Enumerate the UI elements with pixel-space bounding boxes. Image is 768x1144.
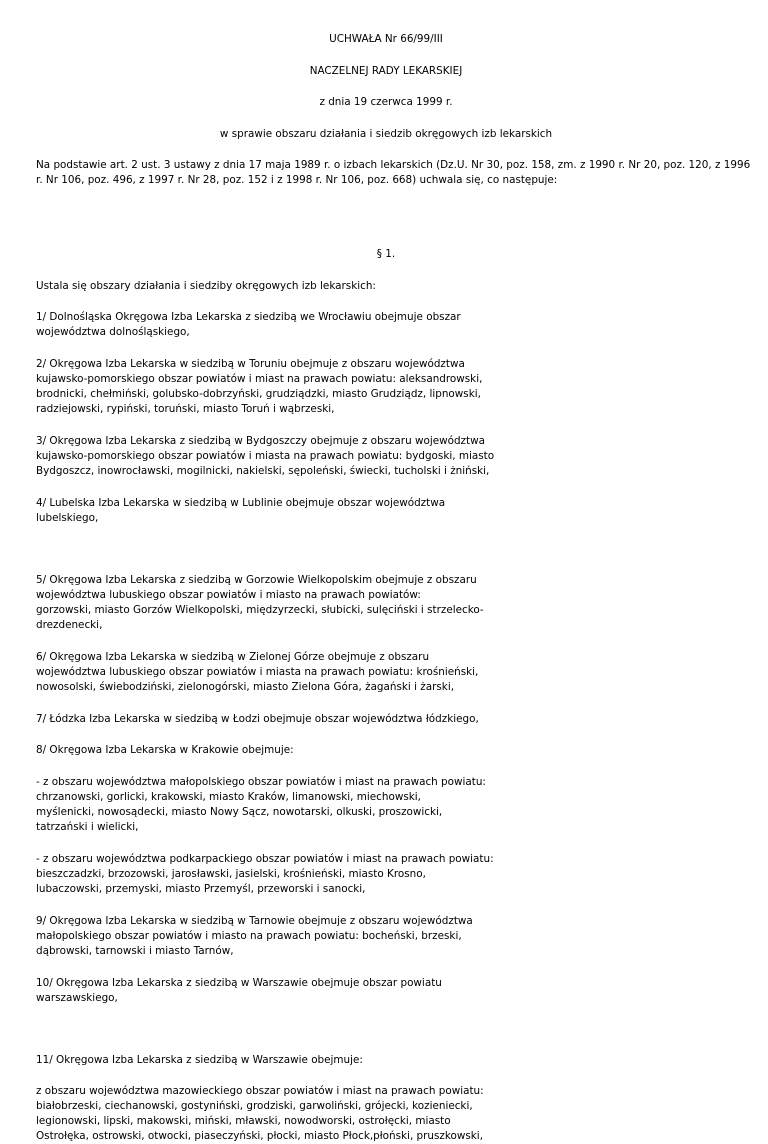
list-item-11: [36, 1053, 363, 1068]
list-item-6: [36, 650, 478, 695]
item-line: - z obszaru województwa małopolskiego obszar powiatów i miast na prawach powiatu:: [36, 776, 486, 788]
item-line: Ostrołęka, ostrowski, otwocki, piaseczyński, płocki, miasto Płock,płoński, pruszkowski,: [36, 1130, 483, 1142]
list-item-9: [36, 914, 473, 959]
item-line: 10/ Okręgowa Izba Lekarska z siedzibą w Warszawie obejmuje obszar powiatu: [36, 977, 442, 989]
item-line: województwa dolnośląskiego,: [36, 326, 190, 338]
list-item-5: [36, 573, 484, 633]
list-item-8: [36, 743, 294, 758]
item-line: brodnicki, chełmiński, golubsko-dobrzyński, grudziądzki, miasto Grudziądz, lipnowski,: [36, 388, 481, 400]
item-line: 5/ Okręgowa Izba Lekarska z siedzibą w Gorzowie Wielkopolskim obejmuje z obszaru: [36, 574, 477, 586]
item-line: kujawsko-pomorskiego obszar powiatów i miast na prawach powiatu: aleksandrowski,: [36, 373, 483, 385]
item-line: województwa lubuskiego obszar powiatów i miasta na prawach powiatu: krośnieński,: [36, 666, 479, 678]
list-subitem-mazowieckie: [36, 1084, 484, 1144]
item-line: kujawsko-pomorskiego obszar powiatów i miasta na prawach powiatu: bydgoski, miasto: [36, 450, 495, 462]
list-item-4: [36, 496, 445, 526]
document-title: UCHWAŁA Nr 66/99/III: [329, 33, 443, 45]
item-line: 3/ Okręgowa Izba Lekarska z siedzibą w Bydgoszczy obejmuje z obszaru województwa: [36, 435, 485, 447]
item-line: warszawskiego,: [36, 992, 118, 1004]
item-line: chrzanowski, gorlicki, krakowski, miasto Kraków, limanowski, miechowski,: [36, 791, 421, 803]
list-item-10: [36, 976, 442, 1006]
document-date: z dnia 19 czerwca 1999 r.: [319, 96, 453, 108]
list-item-7: [36, 712, 479, 727]
item-line: 2/ Okręgowa Izba Lekarska w siedzibą w Toruniu obejmuje z obszaru województwa: [36, 358, 465, 370]
item-line: legionowski, lipski, makowski, miński, mławski, nowodworski, ostrołęcki, miasto: [36, 1115, 451, 1127]
item-line: drezdenecki,: [36, 619, 103, 631]
item-line: myślenicki, nowosądecki, miasto Nowy Sącz, nowotarski, olkuski, proszowicki,: [36, 806, 443, 818]
document-subject: w sprawie obszaru działania i siedzib okręgowych izb lekarskich: [219, 128, 553, 140]
item-line: 7/ Łódzka Izba Lekarska w siedzibą w Łodzi obejmuje obszar województwa łódzkiego,: [36, 713, 479, 725]
item-line: lubelskiego,: [36, 512, 99, 524]
item-line: nowosolski, świebodziński, zielonogórski, miasto Zielona Góra, żagański i żarski,: [36, 681, 455, 693]
item-line: 1/ Dolnośląska Okręgowa Izba Lekarska z siedzibą we Wrocławiu obejmuje obszar: [36, 311, 461, 323]
item-line: dąbrowski, tarnowski i miasto Tarnów,: [36, 945, 234, 957]
preamble-line: Na podstawie art. 2 ust. 3 ustawy z dnia 17 maja 1989 r. o izbach lekarskich (Dz.U. Nr 30, poz. 158, zm. z 1990 r. Nr 20, poz. 120, z 1996: [36, 159, 751, 171]
item-line: - z obszaru województwa podkarpackiego obszar powiatów i miast na prawach powiatu:: [36, 853, 494, 865]
section-heading: § 1.: [376, 248, 396, 260]
item-line: 4/ Lubelska Izba Lekarska w siedzibą w Lublinie obejmuje obszar województwa: [36, 497, 446, 509]
item-line: 8/ Okręgowa Izba Lekarska w Krakowie obejmuje:: [36, 744, 294, 756]
item-line: 9/ Okręgowa Izba Lekarska w siedzibą w Tarnowie obejmuje z obszaru województwa: [36, 915, 473, 927]
intro-paragraph: Ustala się obszary działania i siedziby okręgowych izb lekarskich:: [36, 280, 376, 292]
item-line: gorzowski, miasto Gorzów Wielkopolski, międzyrzecki, słubicki, sulęciński i strzelecko-: [36, 604, 484, 616]
list-item-3: [36, 434, 494, 479]
item-line: bieszczadzki, brzozowski, jarosławski, jasielski, krośnieński, miasto Krosno,: [36, 868, 426, 880]
item-line: województwa lubuskiego obszar powiatów i miasto na prawach powiatów:: [36, 589, 421, 601]
preamble-paragraph: [36, 158, 750, 188]
list-item-1: [36, 310, 461, 340]
preamble-line: r. Nr 106, poz. 496, z 1997 r. Nr 28, poz. 152 i z 1998 r. Nr 106, poz. 668) uchwala się, co następuje:: [36, 174, 558, 186]
list-item-2: [36, 357, 482, 417]
list-subitem-malopolskie: [36, 775, 486, 835]
item-line: 6/ Okręgowa Izba Lekarska w siedzibą w Zielonej Górze obejmuje z obszaru: [36, 651, 430, 663]
item-line: radziejowski, rypiński, toruński, miasto Toruń i wąbrzeski,: [36, 403, 335, 415]
list-subitem-podkarpackie: [36, 852, 494, 897]
item-line: tatrzański i wielicki,: [36, 821, 139, 833]
item-line: lubaczowski, przemyski, miasto Przemyśl, przeworski i sanocki,: [36, 883, 366, 895]
item-line: małopolskiego obszar powiatów i miasto na prawach powiatu: bocheński, brzeski,: [36, 930, 462, 942]
item-line: Bydgoszcz, inowrocławski, mogilnicki, nakielski, sępoleński, świecki, tucholski i żniński,: [36, 465, 490, 477]
item-line: 11/ Okręgowa Izba Lekarska z siedzibą w Warszawie obejmuje:: [36, 1054, 363, 1066]
item-line: białobrzeski, ciechanowski, gostyniński, grodziski, garwoliński, grójecki, kozieniecki,: [36, 1100, 473, 1112]
item-line: z obszaru województwa mazowieckiego obszar powiatów i miast na prawach powiatu:: [36, 1085, 484, 1097]
document-issuer: NACZELNEJ RADY LEKARSKIEJ: [309, 65, 463, 77]
